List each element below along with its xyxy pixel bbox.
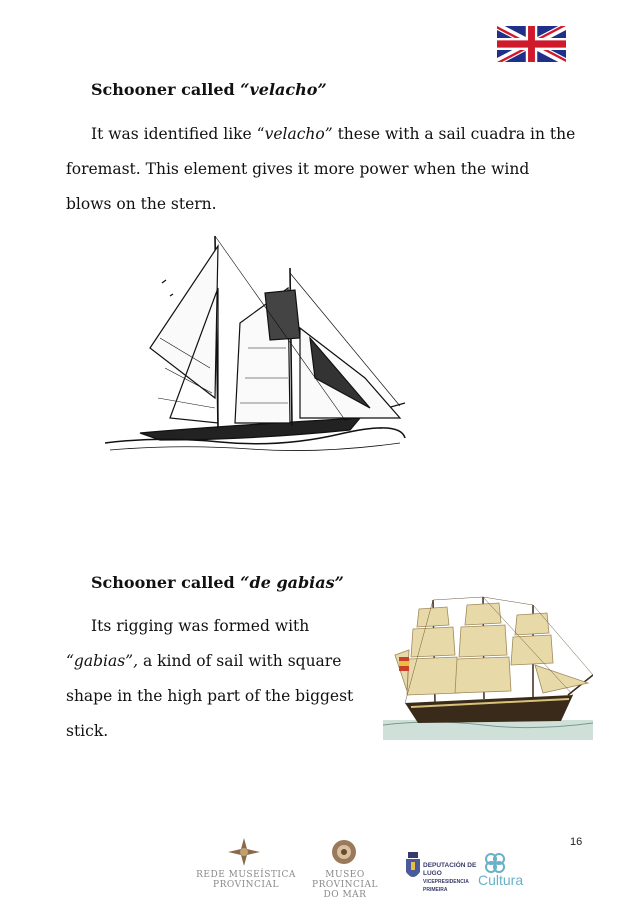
logo1-line1: REDE MUSEÍSTICA	[196, 870, 296, 880]
logo1-line2: PROVINCIAL	[213, 880, 279, 890]
logo-rede-museistica	[196, 836, 296, 896]
title-emphasis: “velacho”	[240, 80, 327, 99]
frigate-de-gabias-illustration	[383, 595, 593, 740]
coat-of-arms-icon	[405, 852, 421, 882]
paragraph-line-2: foremast. This element gives it more power when the wind	[66, 160, 530, 178]
uk-flag-icon	[497, 26, 566, 62]
text-emphasis: velacho”	[264, 125, 333, 143]
paragraph2-line-1: Its rigging was formed with	[91, 617, 310, 635]
title-prefix: Schooner called	[91, 573, 241, 592]
title-emphasis: “de gabias”	[240, 573, 344, 592]
paragraph-line-3: blows on the stern.	[66, 195, 217, 213]
logo2-line2: DO MAR	[323, 890, 367, 900]
logo-museo-provincial	[295, 836, 395, 900]
text-span: these with a sail cuadra in the	[332, 125, 576, 143]
text-emphasis: “gabias”,	[66, 652, 139, 670]
cultura-symbol-icon	[484, 852, 506, 874]
paragraph2-line-3: shape in the high part of the biggest	[66, 687, 354, 705]
text-span: It was identified like “	[91, 125, 265, 143]
page-number: 16	[570, 836, 583, 848]
paragraph2-line-4: stick.	[66, 722, 109, 740]
section-title-de-gabias	[91, 565, 344, 600]
cultura-text: Cultura	[478, 872, 524, 888]
paragraph-line-1	[91, 117, 611, 152]
logo-deputacion-lugo	[405, 852, 483, 892]
title-prefix: Schooner called	[91, 80, 241, 99]
paragraph2-line-2	[66, 644, 341, 679]
logo-cultura	[478, 852, 538, 892]
compass-star-icon	[226, 836, 262, 868]
logo3-line1: DEPUTACIÓN DE LUGO	[423, 862, 477, 877]
section-title-velacho	[91, 72, 327, 107]
logo2-line1: MUSEO PROVINCIAL	[312, 870, 378, 890]
text-span: a kind of sail with square	[138, 652, 342, 670]
seal-icon	[329, 838, 359, 866]
logo3-line2: VICEPRESIDENCIA PRIMEIRA	[423, 879, 469, 893]
schooner-velacho-sketch	[100, 228, 410, 473]
